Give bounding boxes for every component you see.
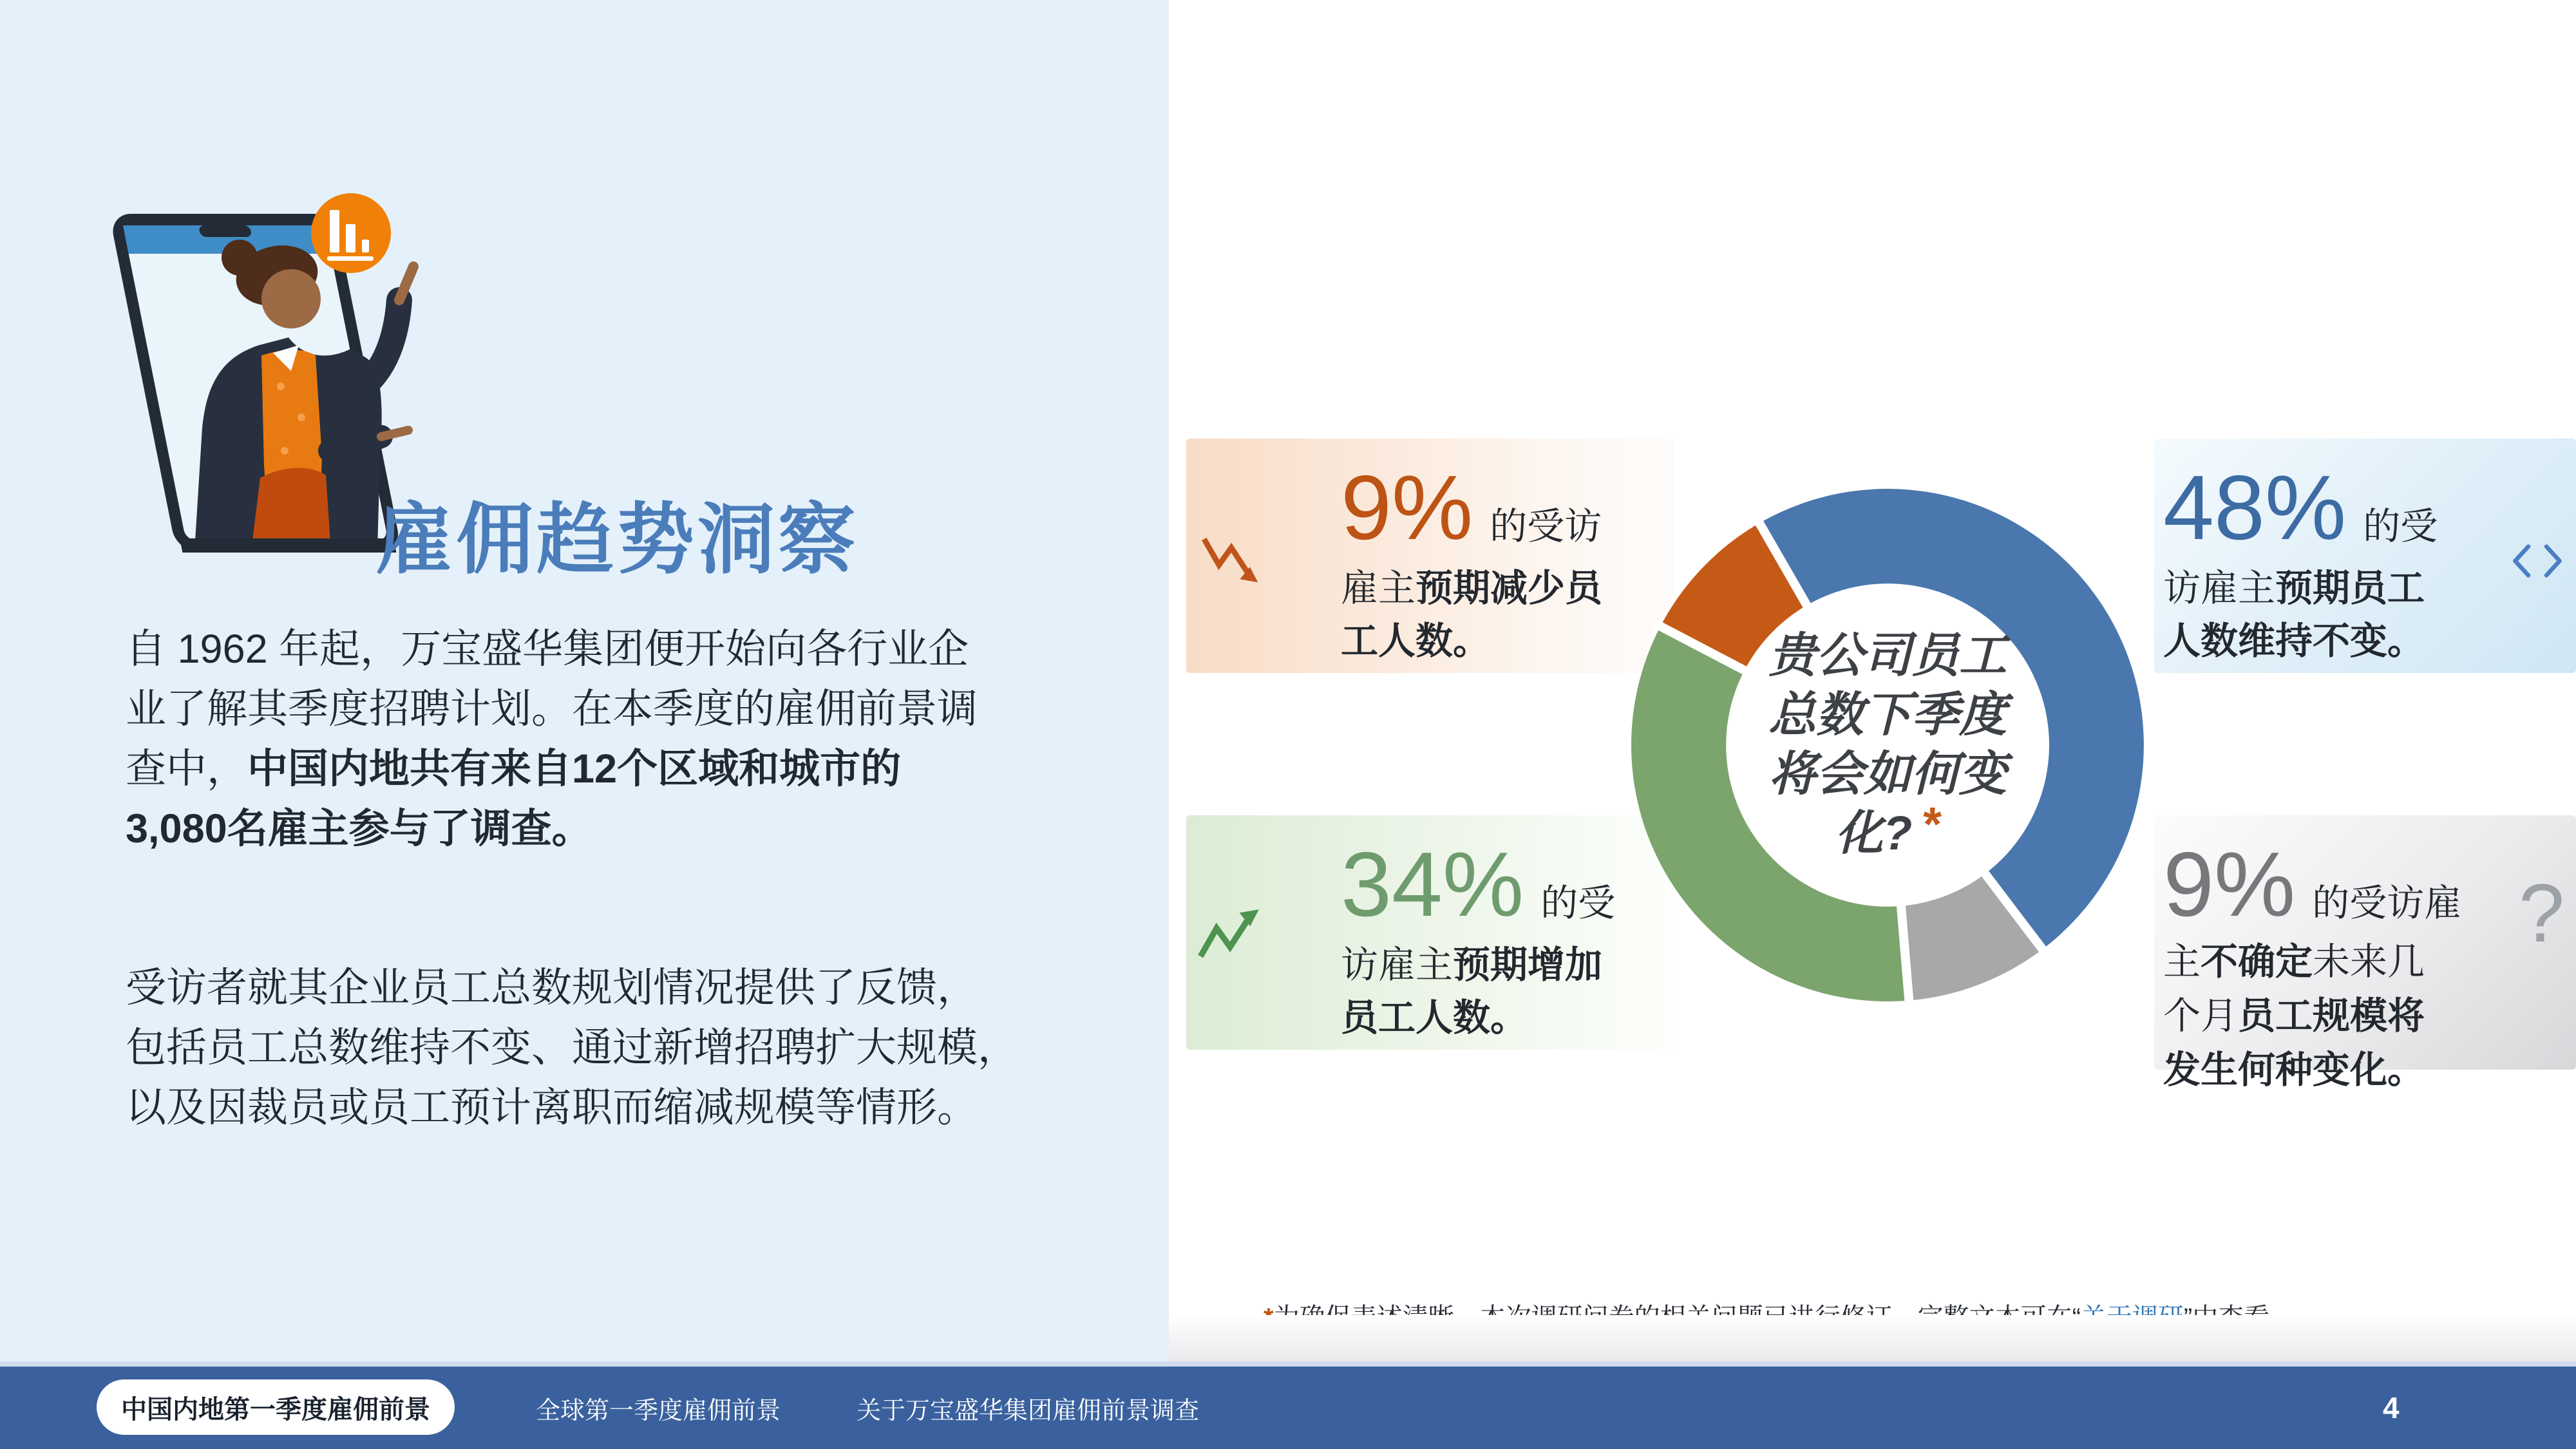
nav-tab-china-outlook[interactable]: 中国内地第一季度雇佣前景 [97, 1379, 455, 1435]
stat-value-line [2163, 833, 2461, 936]
bottom-nav [0, 1367, 2576, 1449]
stat-value: 9% [1341, 457, 1473, 559]
nav-tab-global-outlook[interactable]: 全球第一季度雇佣前景 [536, 1397, 781, 1425]
page-number: 4 [2383, 1391, 2400, 1425]
trend-down-icon [1200, 533, 1262, 592]
stat-text: 访雇主预期员工 人数维持不变。 [2163, 567, 2425, 662]
nav-tab-about-survey[interactable]: 关于万宝盛华集团雇佣前景调查 [857, 1397, 1200, 1425]
stat-text: 访雇主预期增加 员工人数。 [1341, 944, 1603, 1039]
stat-text: 主不确定未来几 个月员工规模将 发生何种变化。 [2163, 941, 2425, 1091]
method-paragraph: 受访者就其企业员工总数规划情况提供了反馈， 包括员工总数维持不变、通过新增招聘扩大规模， 以及因裁员或员工预计离职而缩减规模等情形。 [126, 965, 1018, 1130]
trend-up-icon [1197, 899, 1264, 963]
stat-value-line [2163, 457, 2438, 560]
bar-chart-badge-icon [311, 193, 391, 273]
nav-top-border [0, 1361, 2576, 1367]
stat-card-decrease [1186, 439, 1674, 673]
page-title: 雇佣趋势洞察 [375, 497, 858, 583]
stat-value-suffix: 的受 [2363, 506, 2438, 547]
stat-value: 9% [2163, 833, 2296, 936]
stat-value-line [1341, 457, 1602, 560]
stat-text: 雇主预期减少员 工人数。 [1341, 567, 1603, 662]
question-mark-icon: ? [2519, 867, 2565, 960]
donut-center-question: 贵公司员工 总数下季度 将会如何变 化? * [1768, 629, 2007, 860]
bottom-gradient-band [1169, 1315, 2576, 1361]
stat-value-suffix: 的受 [1540, 882, 1616, 924]
intro-paragraph: 自 1962 年起，万宝盛华集团便开始向各行业企 业了解其季度招聘计划。在本季度的雇佣前景调 查中，中国内地共有来自12个区域和城市的 3,080名雇主参与了调查。 [126, 627, 978, 851]
stat-card-stable [2154, 439, 2576, 673]
stat-value-line [1341, 833, 1615, 936]
stat-card-unsure [2154, 815, 2576, 1091]
arrow-left-right-icon [2510, 540, 2564, 582]
stat-value: 34% [1341, 833, 1524, 936]
stat-card-increase [1186, 815, 1674, 1050]
stat-value: 48% [2163, 457, 2347, 559]
center-asterisk: * [1921, 797, 1940, 851]
stat-value-suffix: 的受访 [1490, 506, 1602, 547]
stat-value-suffix: 的受访雇 [2312, 882, 2462, 924]
